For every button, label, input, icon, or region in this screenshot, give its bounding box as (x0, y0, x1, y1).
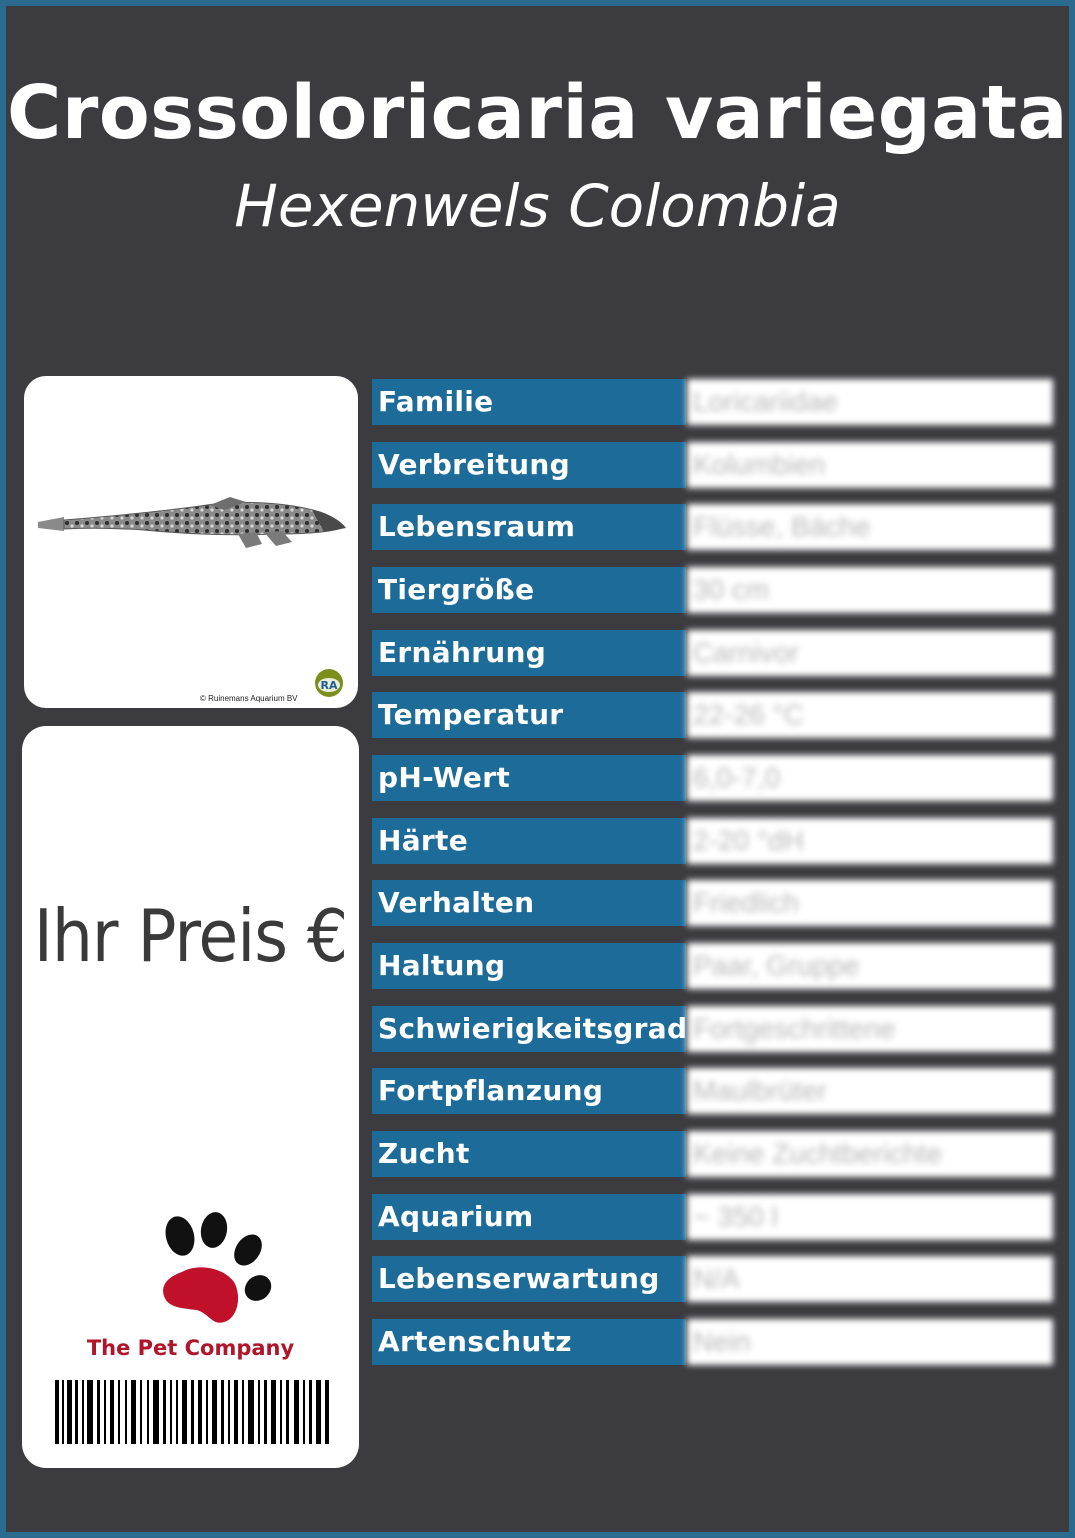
fact-row (372, 880, 1053, 926)
fact-value: 6,0-7,0 (687, 755, 1053, 801)
fact-label: Zucht (372, 1131, 686, 1177)
fact-value: Nein (687, 1319, 1053, 1365)
fact-value: Maulbrüter (687, 1068, 1053, 1114)
fact-label: Lebenserwartung (372, 1256, 686, 1302)
fact-row (372, 504, 1053, 550)
fact-row (372, 442, 1053, 488)
fact-row (372, 1256, 1053, 1302)
fish-photo-icon (24, 376, 358, 708)
fact-value: N/A (687, 1256, 1053, 1302)
fact-row (372, 1319, 1053, 1365)
paw-icon (142, 1210, 282, 1330)
fact-label: Artenschutz (372, 1319, 686, 1365)
ruinemans-logo-icon (314, 668, 344, 698)
fact-value: Kolumbien (687, 442, 1053, 488)
fact-label: pH-Wert (372, 755, 686, 801)
fact-label: Verbreitung (372, 442, 686, 488)
fish-photo-card (24, 376, 358, 708)
fact-label: Ernährung (372, 630, 686, 676)
fact-label: Tiergröße (372, 567, 686, 613)
fact-value: Carnivor (687, 630, 1053, 676)
barcode-icon (55, 1380, 333, 1444)
price-label (22, 894, 359, 978)
svg-text:RA: RA (320, 679, 338, 692)
price-word-2: Preis (137, 894, 287, 978)
fact-row (372, 818, 1053, 864)
common-name: Hexenwels Colombia (234, 172, 841, 240)
fact-label: Schwierigkeitsgrad (372, 1006, 686, 1052)
fact-value: Flüsse, Bäche (687, 504, 1053, 550)
fact-value: 30 cm (687, 567, 1053, 613)
fact-row (372, 630, 1053, 676)
fact-value: 22-26 °C (687, 692, 1053, 738)
brand-name: The Pet Company (86, 1336, 295, 1360)
fact-value: 2-20 °dH (687, 818, 1053, 864)
fact-row (372, 567, 1053, 613)
fact-value: Fortgeschrittene (687, 1006, 1053, 1052)
fact-value: Loricariidae (687, 379, 1053, 425)
fact-row (372, 692, 1053, 738)
fact-label: Fortpflanzung (372, 1068, 686, 1114)
fact-row (372, 755, 1053, 801)
fact-label: Lebensraum (372, 504, 686, 550)
fact-row (372, 1006, 1053, 1052)
fact-value: Keine Zuchtberichte (687, 1131, 1053, 1177)
fact-row (372, 1068, 1053, 1114)
fact-label: Familie (372, 379, 686, 425)
fact-row (372, 943, 1053, 989)
price-card (22, 726, 359, 1468)
fact-label: Verhalten (372, 880, 686, 926)
fact-value: Paar, Gruppe (687, 943, 1053, 989)
photo-copyright: © Ruinemans Aquarium BV (200, 694, 298, 703)
fact-row (372, 1194, 1053, 1240)
fact-value: ~ 350 l (687, 1194, 1053, 1240)
fact-label: Härte (372, 818, 686, 864)
fact-label: Haltung (372, 943, 686, 989)
fact-label: Temperatur (372, 692, 686, 738)
fact-value: Friedlich (687, 880, 1053, 926)
scientific-name: Crossoloricaria variegata (7, 70, 1068, 156)
fact-label: Aquarium (372, 1194, 686, 1240)
fact-row (372, 379, 1053, 425)
price-word-1: Ihr (33, 894, 118, 978)
euro-symbol: € (307, 894, 348, 978)
fact-row (372, 1131, 1053, 1177)
